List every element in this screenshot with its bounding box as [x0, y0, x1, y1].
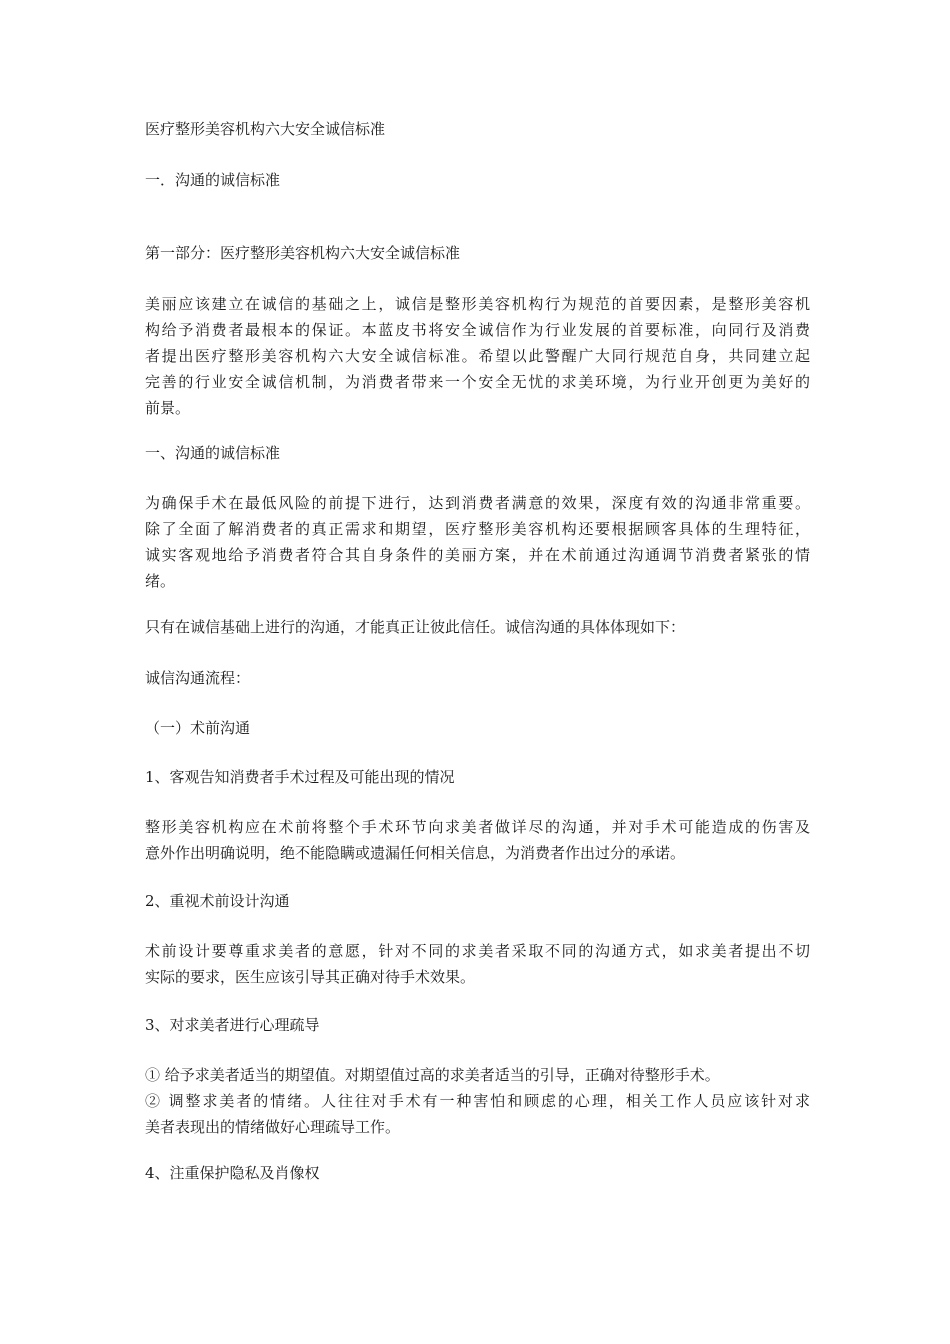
section1-paragraph — [145, 490, 810, 594]
item4-heading: 4、注重保护隐私及肖像权 — [145, 1164, 320, 1182]
document-title: 医疗整形美容机构六大安全诚信标准 — [145, 120, 386, 138]
item3-line: ① 给予求美者适当的期望值。对期望值过高的求美者适当的引导，正确对待整形手术。 — [145, 1066, 720, 1084]
intro-line: 者提出医疗整形美容机构六大安全诚信标准。希望以此警醒广大同行规范自身，共同建立起 — [145, 347, 810, 365]
item3-line: ② 调整求美者的情绪。人往往对手术有一种害怕和顾虑的心理，相关工作人员应该针对求 — [145, 1092, 810, 1110]
toc-item: 一．沟通的诚信标准 — [145, 171, 281, 189]
item2-line: 术前设计要尊重求美者的意愿，针对不同的求美者采取不同的沟通方式，如求美者提出不切 — [145, 942, 810, 960]
item1-line: 整形美容机构应在术前将整个手术环节向求美者做详尽的沟通，并对手术可能造成的伤害及 — [145, 818, 810, 836]
trust-line: 只有在诚信基础上进行的沟通，才能真正让彼此信任。诚信沟通的具体体现如下： — [145, 618, 686, 636]
section1-heading: 一、沟通的诚信标准 — [145, 444, 281, 462]
intro-line: 美丽应该建立在诚信的基础之上，诚信是整形美容机构行为规范的首要因素，是整形美容机 — [145, 295, 810, 313]
item1-heading: 1、客观告知消费者手术过程及可能出现的情况 — [145, 768, 455, 786]
item1-line: 意外作出明确说明，绝不能隐瞒或遗漏任何相关信息，为消费者作出过分的承诺。 — [145, 844, 686, 862]
item2-paragraph — [145, 938, 810, 990]
intro-line: 构给予消费者最根本的保证。本蓝皮书将安全诚信作为行业发展的首要标准，向同行及消费 — [145, 321, 810, 339]
section1-line: 绪。 — [145, 572, 176, 590]
item3-heading: 3、对求美者进行心理疏导 — [145, 1016, 320, 1034]
section1-line: 诚实客观地给予消费者符合其自身条件的美丽方案，并在术前通过沟通调节消费者紧张的情 — [145, 546, 810, 564]
item2-line: 实际的要求，医生应该引导其正确对待手术效果。 — [145, 968, 476, 986]
section1-line: 除了全面了解消费者的真正需求和期望，医疗整形美容机构还要根据顾客具体的生理特征， — [145, 520, 810, 538]
sub1-heading: （一）术前沟通 — [145, 719, 251, 737]
item3-paragraph — [145, 1062, 810, 1140]
part-heading: 第一部分：医疗整形美容机构六大安全诚信标准 — [145, 244, 461, 262]
intro-paragraph — [145, 291, 810, 421]
intro-line: 前景。 — [145, 399, 191, 417]
item3-line: 美者表现出的情绪做好心理疏导工作。 — [145, 1118, 401, 1136]
item2-heading: 2、重视术前设计沟通 — [145, 892, 290, 910]
section1-line: 为确保手术在最低风险的前提下进行，达到消费者满意的效果，深度有效的沟通非常重要。 — [145, 494, 810, 512]
item1-paragraph — [145, 814, 810, 866]
flow-heading: 诚信沟通流程： — [145, 669, 251, 687]
intro-line: 完善的行业安全诚信机制，为消费者带来一个安全无忧的求美环境，为行业开创更为美好的 — [145, 373, 810, 391]
